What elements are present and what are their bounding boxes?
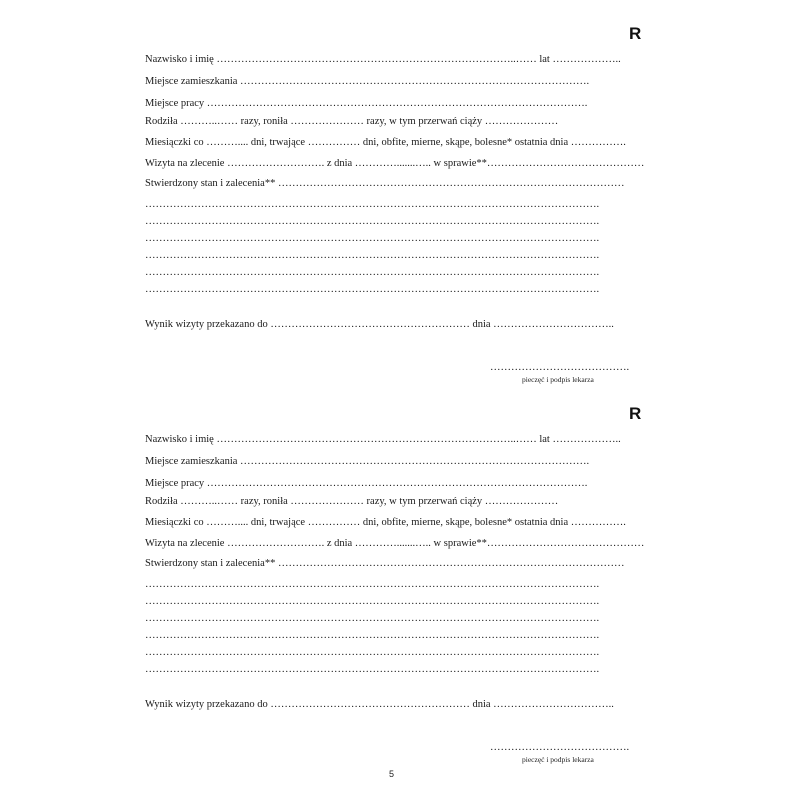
form-marker: R bbox=[629, 24, 642, 43]
field-miejsce-zamieszkania: Miejsce zamieszkania ………………………………………………………………………………………. bbox=[145, 456, 590, 467]
blank-line: …………………………………………………………………………………………………………………. bbox=[145, 284, 600, 295]
field-nazwisko: Nazwisko i imię …………………………………………………………………………..…… lat ……………….. bbox=[145, 434, 621, 445]
field-miesiaczki: Miesiączki co ……….... dni, trwające …………… dni, obfite, mierne, skąpe, bolesne* ostatnia dnia ……………. bbox=[145, 137, 626, 148]
field-wynik-wizyty: Wynik wizyty przekazano do ………………………………………………… dnia …………………………….. bbox=[145, 319, 614, 330]
blank-line: …………………………………………………………………………………………………………………. bbox=[145, 250, 600, 261]
field-stwierdzony-stan: Stwierdzony stan i zalecenia** ……………………………………………………………………………………… bbox=[145, 558, 625, 569]
field-wizyta: Wizyta na zlecenie ………………………. z dnia ………….......….. w sprawie**……………………………………… bbox=[145, 158, 645, 169]
field-rodzila: Rodziła ………..…… razy, roniła ………………… razy, w tym przerwań ciąży ………………… bbox=[145, 496, 559, 507]
field-wynik-wizyty: Wynik wizyty przekazano do ………………………………………………… dnia …………………………….. bbox=[145, 699, 614, 710]
signature-line: …………………………………. bbox=[490, 742, 630, 753]
blank-line: …………………………………………………………………………………………………………………. bbox=[145, 630, 600, 641]
field-stwierdzony-stan: Stwierdzony stan i zalecenia** ……………………………………………………………………………………… bbox=[145, 178, 625, 189]
field-nazwisko: Nazwisko i imię …………………………………………………………………………..…… lat ……………….. bbox=[145, 54, 621, 65]
blank-line: …………………………………………………………………………………………………………………. bbox=[145, 199, 600, 210]
form-marker: R bbox=[629, 404, 642, 423]
field-miejsce-zamieszkania: Miejsce zamieszkania ………………………………………………………………………………………. bbox=[145, 76, 590, 87]
form-section-2 bbox=[0, 380, 800, 764]
blank-line: …………………………………………………………………………………………………………………. bbox=[145, 596, 600, 607]
field-miesiaczki: Miesiączki co ……….... dni, trwające …………… dni, obfite, mierne, skąpe, bolesne* ostatnia dnia ……………. bbox=[145, 517, 626, 528]
blank-line: …………………………………………………………………………………………………………………. bbox=[145, 267, 600, 278]
blank-line: …………………………………………………………………………………………………………………. bbox=[145, 216, 600, 227]
field-miejsce-pracy: Miejsce pracy ………………………………………………………………………………………………. bbox=[145, 98, 588, 109]
blank-line: …………………………………………………………………………………………………………………. bbox=[145, 664, 600, 675]
blank-line: …………………………………………………………………………………………………………………. bbox=[145, 579, 600, 590]
field-wizyta: Wizyta na zlecenie ………………………. z dnia ………….......….. w sprawie**……………………………………… bbox=[145, 538, 645, 549]
signature-line: …………………………………. bbox=[490, 362, 630, 373]
field-miejsce-pracy: Miejsce pracy ………………………………………………………………………………………………. bbox=[145, 478, 588, 489]
field-rodzila: Rodziła ………..…… razy, roniła ………………… razy, w tym przerwań ciąży ………………… bbox=[145, 116, 559, 127]
signature-caption: pieczęć i podpis lekarza bbox=[522, 375, 594, 384]
blank-line: …………………………………………………………………………………………………………………. bbox=[145, 613, 600, 624]
signature-caption: pieczęć i podpis lekarza bbox=[522, 755, 594, 764]
page-number: 5 bbox=[389, 769, 395, 779]
blank-line: …………………………………………………………………………………………………………………. bbox=[145, 647, 600, 658]
form-section-1 bbox=[0, 0, 800, 384]
blank-line: …………………………………………………………………………………………………………………. bbox=[145, 233, 600, 244]
